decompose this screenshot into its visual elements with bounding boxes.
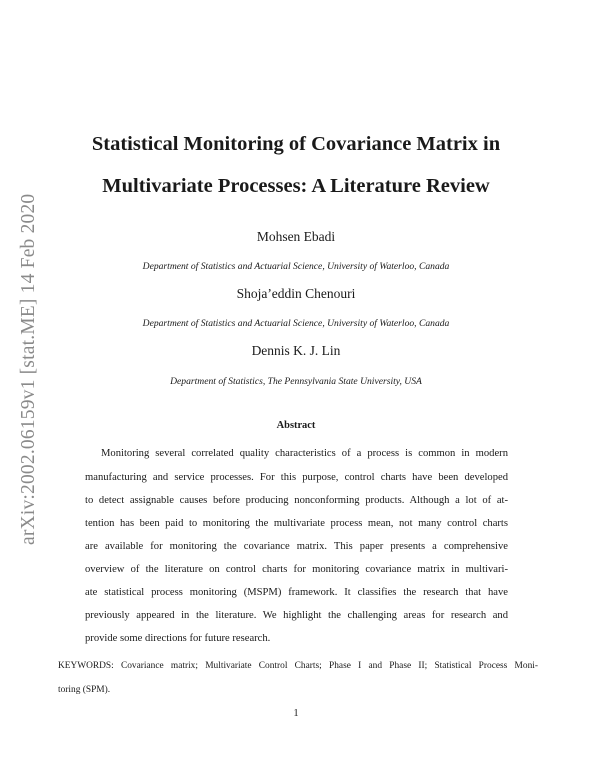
author-name-3: Dennis K. J. Lin <box>251 343 341 358</box>
abstract-line-7: ate statistical process monitoring (MSPM) framework. It classifies the research that have <box>85 587 508 598</box>
abstract-line-3: to detect assignable causes before producing nonconforming products. Although a lot of at- <box>85 495 508 506</box>
abstract-line-8: previously appeared in the literature. We highlight the challenging areas for research and <box>85 610 508 621</box>
abstract-line-6: overview of the literature on control charts for monitoring covariance matrix in multivari- <box>85 564 508 575</box>
abstract-line-9: provide some directions for future research. <box>85 633 271 644</box>
abstract-line-4: tention has been paid to monitoring the multivariate process mean, not many control charts <box>85 518 508 529</box>
author-name-1: Mohsen Ebadi <box>256 229 336 244</box>
author-affiliation-1: Department of Statistics and Actuarial Science, University of Waterloo, Canada <box>142 261 450 272</box>
author-name-2: Shoja’eddin Chenouri <box>236 286 356 301</box>
abstract-line-1: Monitoring several correlated quality characteristics of a process is common in modern <box>101 448 508 459</box>
author-affiliation-2: Department of Statistics and Actuarial Science, University of Waterloo, Canada <box>142 318 450 329</box>
arxiv-identifier-stamp: arXiv:2002.06159v1 [stat.ME] 14 Feb 2020 <box>18 193 39 545</box>
page-number: 1 <box>293 708 299 719</box>
paper-title-line-1: Statistical Monitoring of Covariance Matrix in <box>91 133 501 155</box>
keywords-line-2: toring (SPM). <box>58 685 111 695</box>
abstract-line-5: are available for monitoring the covariance matrix. This paper presents a comprehensive <box>85 541 508 552</box>
author-affiliation-3: Department of Statistics, The Pennsylvania State University, USA <box>170 376 422 387</box>
keywords-line-1: KEYWORDS: Covariance matrix; Multivariate Control Charts; Phase I and Phase II; Statistical Process Moni- <box>58 661 538 671</box>
paper-title-line-2: Multivariate Processes: A Literature Review <box>102 175 490 197</box>
abstract-line-2: manufacturing and service processes. For this purpose, control charts have been developed <box>85 472 508 483</box>
abstract-heading: Abstract <box>276 420 316 431</box>
